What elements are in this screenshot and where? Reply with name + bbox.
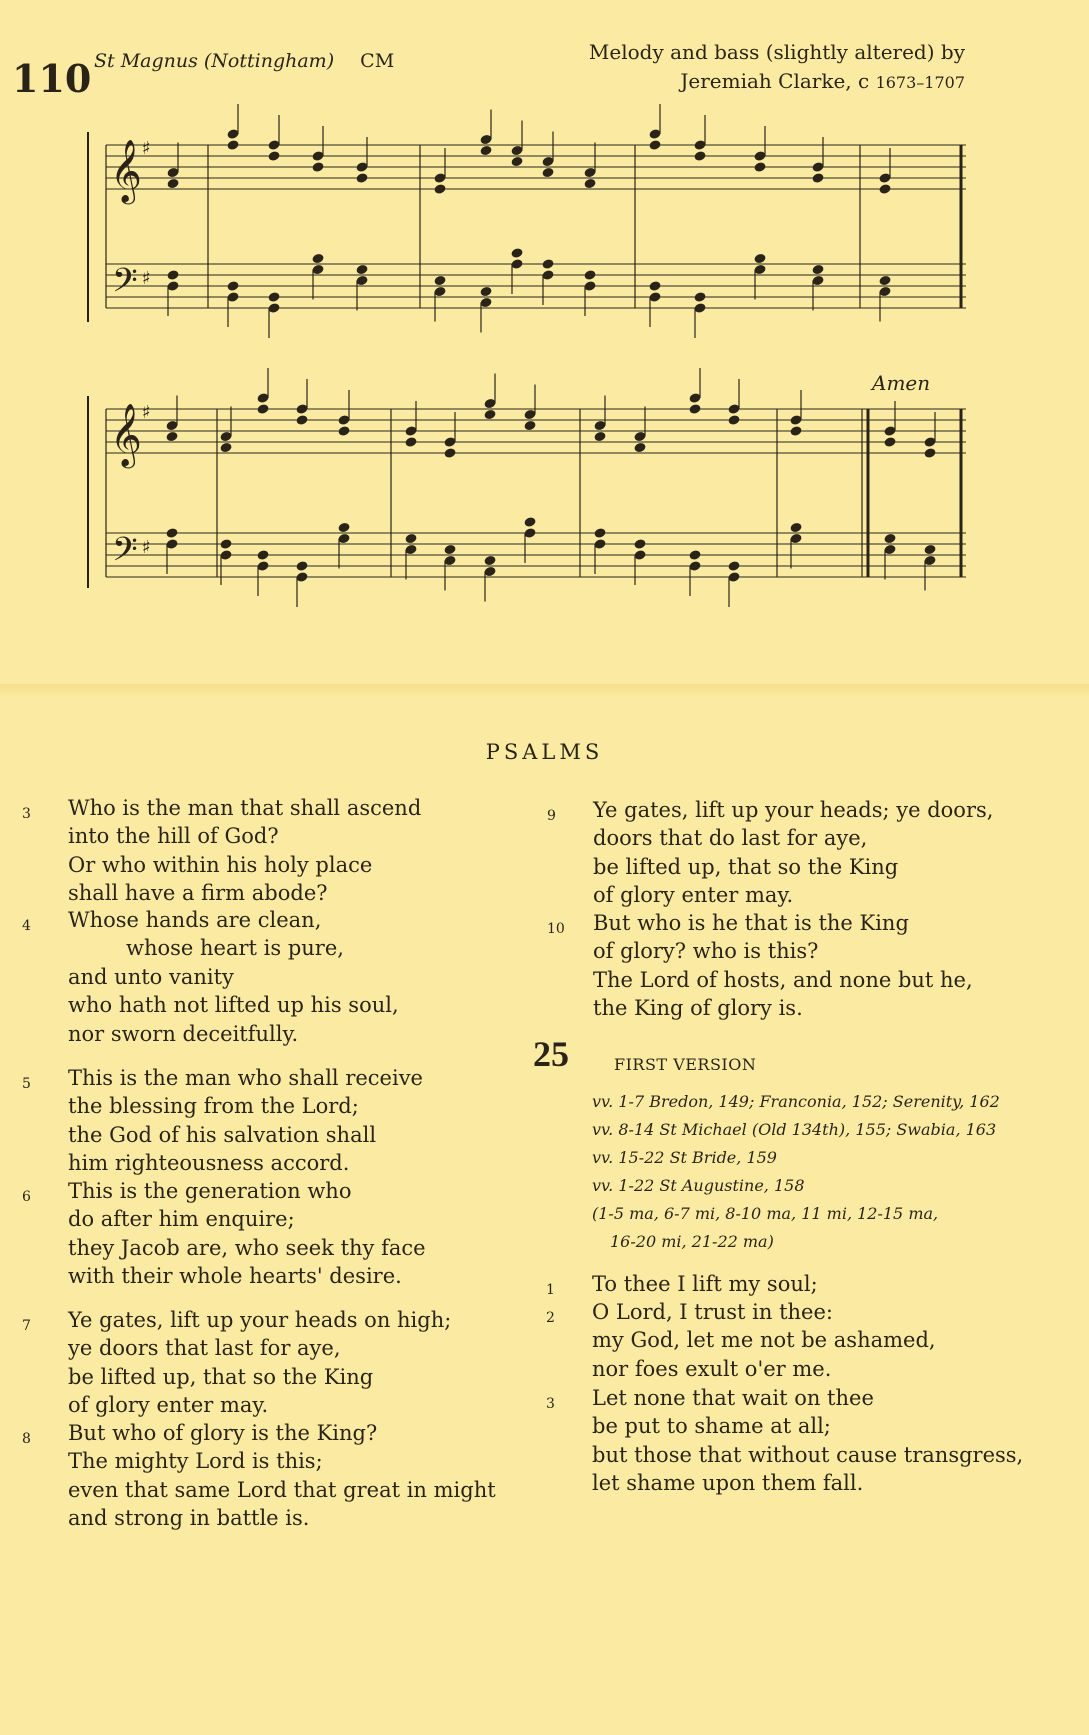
- note-head: [337, 425, 350, 437]
- key-signature-sharp-icon: ♯: [142, 268, 151, 289]
- verse-number: 9: [547, 808, 556, 824]
- note-head: [355, 264, 368, 276]
- note-head: [433, 275, 446, 287]
- verse-line: and strong in battle is.: [68, 1506, 310, 1531]
- note-head: [256, 549, 269, 561]
- note-head: [727, 414, 740, 426]
- note-head: [256, 403, 269, 415]
- note-head: [541, 167, 554, 179]
- note-head: [311, 253, 324, 265]
- verse-block: [546, 1270, 818, 1298]
- verse-line: be lifted up, that so the King: [593, 854, 899, 879]
- note-head: [295, 414, 308, 426]
- verse-line: be lifted up, that so the King: [68, 1364, 374, 1389]
- verse-line: of glory enter may.: [593, 883, 794, 908]
- note-head: [295, 560, 308, 572]
- treble-clef-icon: 𝄞: [110, 139, 142, 202]
- note-head: [811, 264, 824, 276]
- psalm-version: FIRST VERSION: [614, 1055, 757, 1074]
- note-head: [311, 161, 324, 173]
- verse-line: my God, let me not be ashamed,: [592, 1328, 936, 1353]
- verse-line: Ye gates, lift up your heads; ye doors,: [593, 798, 994, 822]
- verse-block: [546, 1384, 1024, 1498]
- verse-number: 1: [546, 1282, 555, 1298]
- tune-suggestion: 16-20 mi, 21-22 ma): [610, 1232, 774, 1251]
- verse-line: Who is the man that shall ascend: [68, 796, 422, 820]
- note-head: [811, 172, 824, 184]
- verse-line: shall have a firm abode?: [68, 881, 328, 906]
- bass-clef-icon: 𝄢: [112, 262, 138, 308]
- note-head: [693, 291, 706, 303]
- verse-block: [22, 1306, 452, 1420]
- verse-line: The Lord of hosts, and none but he,: [593, 967, 973, 992]
- note-head: [219, 442, 232, 454]
- verse-line: of glory? who is this?: [593, 939, 819, 964]
- amen-label: Amen: [872, 371, 931, 395]
- note-head: [789, 425, 802, 437]
- verse-number: 6: [22, 1189, 31, 1205]
- note-head: [355, 172, 368, 184]
- tune-title: St Magnus (Nottingham): [94, 50, 335, 72]
- note-head: [593, 431, 606, 443]
- tune-suggestion: vv. 15-22 St Bride, 159: [592, 1148, 777, 1167]
- note-head: [878, 183, 891, 195]
- tune-suggestion: vv. 1-7 Bredon, 149; Franconia, 152; Serenity, 162: [592, 1092, 1000, 1111]
- verse-block: [547, 796, 994, 910]
- verse-line: do after him enquire;: [68, 1207, 295, 1232]
- note-head: [510, 247, 523, 259]
- verse-number: 8: [22, 1431, 31, 1447]
- note-head: [443, 544, 456, 556]
- note-head: [753, 253, 766, 265]
- section-title: PSALMS: [485, 740, 604, 764]
- verse-number: 3: [546, 1396, 555, 1412]
- verse-line: but those that without cause transgress,: [592, 1442, 1024, 1467]
- note-head: [219, 538, 232, 550]
- verse-line: and unto vanity: [68, 964, 234, 989]
- note-head: [267, 150, 280, 162]
- bass-clef-icon: 𝄢: [112, 531, 138, 577]
- verse-line: they Jacob are, who seek thy face: [68, 1235, 426, 1260]
- page-fold: [0, 684, 1089, 698]
- verse-line: nor foes exult o'er me.: [592, 1356, 832, 1381]
- note-head: [523, 420, 536, 432]
- verse-line: the King of glory is.: [593, 996, 803, 1021]
- verse-block: [22, 1419, 496, 1533]
- note-head: [166, 178, 179, 190]
- note-head: [226, 280, 239, 292]
- note-head: [510, 156, 523, 168]
- composer-dates: 1673–1707: [875, 73, 965, 92]
- verse-line: him righteousness accord.: [68, 1151, 350, 1176]
- note-head: [688, 403, 701, 415]
- verse-number: 7: [22, 1318, 31, 1334]
- verse-line: of glory enter may.: [68, 1393, 269, 1418]
- note-head: [789, 522, 802, 534]
- note-head: [541, 258, 554, 270]
- verse-line: The mighty Lord is this;: [68, 1449, 323, 1474]
- tune-suggestion: (1-5 ma, 6-7 mi, 8-10 ma, 11 mi, 12-15 ma,: [592, 1204, 939, 1223]
- verse-line: doors that do last for aye,: [593, 826, 868, 851]
- composer-name: Jeremiah Clarke, c: [680, 69, 870, 93]
- key-signature-sharp-icon: ♯: [142, 138, 151, 159]
- verse-line: O Lord, I trust in thee:: [592, 1300, 833, 1324]
- tune-suggestion: vv. 8-14 St Michael (Old 134th), 155; Swabia, 163: [592, 1120, 997, 1139]
- note-head: [878, 275, 891, 287]
- verse-line: with their whole hearts' desire.: [68, 1264, 402, 1289]
- note-head: [648, 139, 661, 151]
- note-head: [583, 269, 596, 281]
- music-score: [0, 0, 1089, 640]
- tune-meter: CM: [360, 50, 395, 72]
- note-head: [483, 555, 496, 567]
- hymn-number: 110: [12, 56, 92, 101]
- note-head: [337, 522, 350, 534]
- verse-number: 3: [22, 806, 31, 822]
- note-head: [693, 150, 706, 162]
- note-head: [165, 527, 178, 539]
- note-head: [923, 447, 936, 459]
- note-head: [753, 161, 766, 173]
- verse-line: who hath not lifted up his soul,: [68, 993, 399, 1018]
- key-signature-sharp-icon: ♯: [142, 402, 151, 423]
- verse-block: [22, 1177, 426, 1291]
- verse-line: whose heart is pure,: [126, 936, 344, 961]
- note-head: [483, 409, 496, 421]
- treble-clef-icon: 𝄞: [110, 403, 142, 466]
- psalm-number: 25: [533, 1034, 569, 1074]
- verse-block: [22, 906, 399, 1048]
- verse-number: 2: [546, 1310, 555, 1326]
- verse-line: be put to shame at all;: [592, 1414, 831, 1439]
- note-head: [404, 533, 417, 545]
- tune-suggestion: vv. 1-22 St Augustine, 158: [592, 1176, 805, 1195]
- note-head: [404, 436, 417, 448]
- note-head: [883, 533, 896, 545]
- verse-line: let shame upon them fall.: [592, 1471, 864, 1496]
- note-head: [165, 431, 178, 443]
- note-head: [523, 516, 536, 528]
- verse-line: But who is he that is the King: [593, 911, 909, 935]
- verse-block: [22, 1064, 423, 1178]
- note-head: [433, 183, 446, 195]
- verse-line: Whose hands are clean,: [68, 908, 322, 932]
- verse-block: [547, 909, 973, 1023]
- verse-line: This is the generation who: [68, 1179, 352, 1203]
- note-head: [443, 447, 456, 459]
- verse-line: the blessing from the Lord;: [68, 1094, 359, 1119]
- verse-line: even that same Lord that great in might: [68, 1477, 496, 1502]
- note-head: [166, 269, 179, 281]
- verse-line: But who of glory is the King?: [68, 1421, 378, 1445]
- key-signature-sharp-icon: ♯: [142, 537, 151, 558]
- note-head: [648, 280, 661, 292]
- credit-line-1: Melody and bass (slightly altered) by: [588, 40, 965, 64]
- verse-line: Or who within his holy place: [68, 852, 373, 877]
- verse-line: Let none that wait on thee: [592, 1386, 874, 1410]
- note-head: [923, 544, 936, 556]
- note-head: [226, 139, 239, 151]
- verse-number: 10: [547, 921, 565, 937]
- note-head: [633, 442, 646, 454]
- note-head: [267, 291, 280, 303]
- verse-line: the God of his salvation shall: [68, 1122, 377, 1147]
- note-head: [688, 549, 701, 561]
- verse-line: This is the man who shall receive: [68, 1066, 423, 1090]
- verse-number: 4: [22, 918, 31, 934]
- note-head: [593, 527, 606, 539]
- verse-line: Ye gates, lift up your heads on high;: [68, 1308, 452, 1332]
- verse-line: ye doors that last for aye,: [68, 1336, 341, 1361]
- note-head: [633, 538, 646, 550]
- verse-line: nor sworn deceitfully.: [68, 1021, 299, 1046]
- suggested-tunes: [592, 1088, 1000, 1256]
- verse-block: [22, 794, 422, 908]
- verse-block: [546, 1298, 936, 1383]
- note-head: [727, 560, 740, 572]
- verse-number: 5: [22, 1076, 31, 1092]
- note-head: [479, 145, 492, 157]
- note-head: [883, 436, 896, 448]
- note-head: [583, 178, 596, 190]
- verse-line: To thee I lift my soul;: [592, 1272, 818, 1296]
- note-head: [479, 286, 492, 298]
- verse-line: into the hill of God?: [68, 824, 279, 849]
